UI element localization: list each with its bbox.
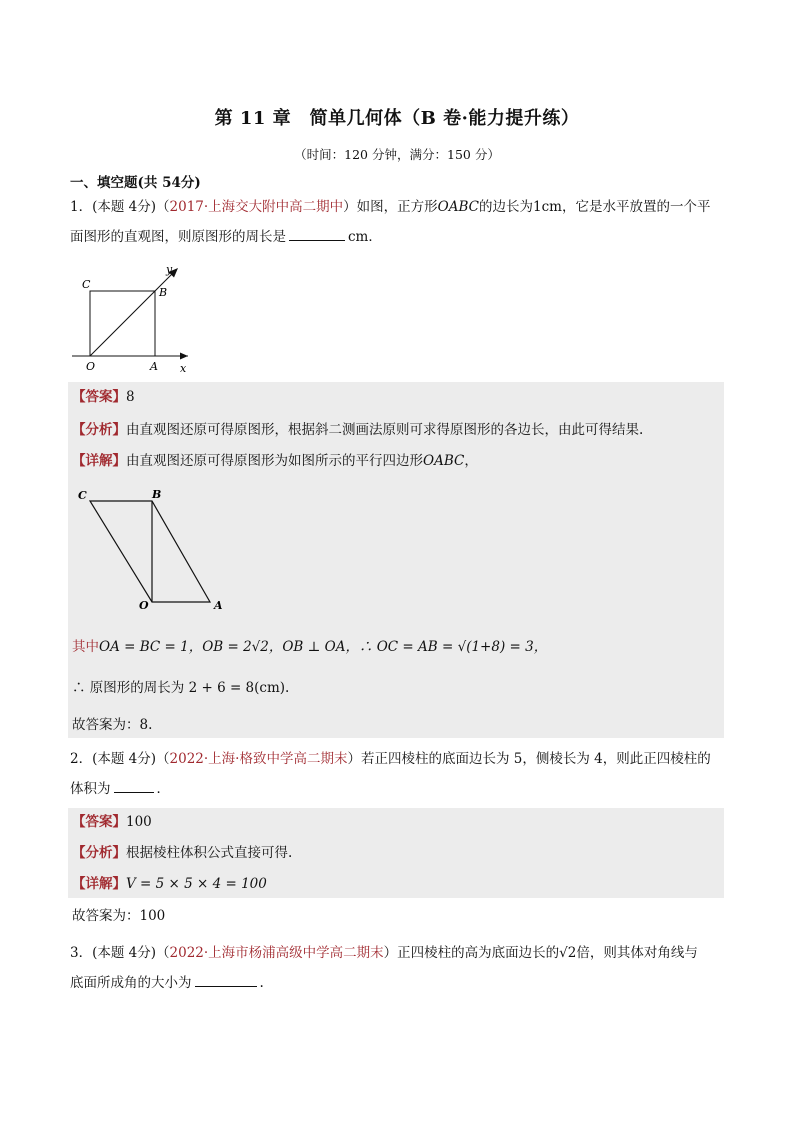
q1-detail-text: 由直观图还原可得原图形为如图所示的平行四边形 bbox=[126, 453, 423, 469]
label-c: C bbox=[78, 489, 87, 502]
question-1-text-2: 的边长为 bbox=[479, 199, 533, 215]
q2-final-text: 故答案为：100 bbox=[72, 908, 166, 924]
label-b: B bbox=[152, 488, 162, 501]
q2-final-row bbox=[72, 905, 722, 927]
question-1-length: 1cm bbox=[533, 199, 562, 215]
question-2-source: 2022·上海·格致中学高二期末 bbox=[169, 751, 348, 767]
q1-calc-row-2 bbox=[72, 677, 722, 699]
q1-answer-row bbox=[72, 386, 722, 408]
question-2-line-2 bbox=[70, 773, 724, 805]
question-2-prefix: 2．(本题 4分)（ bbox=[70, 751, 170, 767]
question-1-line-1 bbox=[70, 191, 724, 223]
q1-answer-value: 8 bbox=[126, 389, 135, 405]
question-2-line-1 bbox=[70, 743, 724, 775]
answer-tag: 【答案】 bbox=[72, 389, 126, 405]
q1-final-text: 故答案为：8. bbox=[72, 717, 153, 733]
figure-2-parallelogram bbox=[74, 485, 234, 615]
question-1-line-2-text: 面图形的直观图，则原图形的周长是 bbox=[70, 229, 286, 245]
q2-analysis-text: 根据棱柱体积公式直接可得. bbox=[126, 845, 293, 861]
y-axis bbox=[90, 270, 176, 356]
figure-1-intuitive-diagram bbox=[66, 262, 206, 374]
answer-blank bbox=[289, 228, 345, 241]
question-2 bbox=[70, 743, 724, 805]
answer-blank bbox=[195, 974, 257, 987]
x-axis-arrow-icon bbox=[180, 353, 188, 360]
question-1-prefix: 1．(本题 4分)（ bbox=[70, 199, 170, 215]
q1-analysis-row bbox=[72, 419, 722, 441]
page-title: 第 11 章 简单几何体（B 卷·能力提升练） bbox=[214, 108, 580, 129]
question-3-line-2 bbox=[70, 967, 724, 999]
question-2-line-2-end: ． bbox=[156, 781, 170, 797]
question-3-prefix: 3．(本题 4分)（ bbox=[70, 945, 170, 961]
question-3-line-1 bbox=[70, 937, 724, 969]
q2-answer-value: 100 bbox=[126, 814, 152, 830]
parallelogram-oabc bbox=[90, 501, 210, 602]
question-1-source: 2017·上海交大附中高二期中 bbox=[169, 199, 344, 215]
label-a: A bbox=[214, 599, 223, 612]
answer-blank bbox=[114, 780, 154, 793]
section-heading: 一、填空题(共 54分) bbox=[70, 175, 201, 191]
question-1-line-2 bbox=[70, 221, 724, 253]
q2-answer-row bbox=[72, 811, 722, 833]
analysis-tag: 【分析】 bbox=[72, 422, 126, 438]
question-1 bbox=[70, 191, 724, 253]
q1-final-row bbox=[72, 714, 722, 736]
question-2-text: ）若正四棱柱的底面边长为 5，侧棱长为 4，则此正四棱柱的 bbox=[347, 751, 711, 767]
label-c: C bbox=[82, 278, 91, 291]
q1-analysis-text: 由直观图还原可得原图形，根据斜二测画法原则可求得原图形的各边长，由此可得结果. bbox=[126, 422, 644, 438]
question-3-text: ）正四棱柱的高为底面边长的√2倍，则其体对角线与 bbox=[383, 945, 698, 961]
q1-detail-row bbox=[72, 450, 722, 472]
label-a: A bbox=[150, 360, 158, 373]
label-o: O bbox=[86, 360, 96, 373]
q1-calc-row-1 bbox=[72, 636, 722, 658]
q2-analysis-row bbox=[72, 842, 722, 864]
q2-detail-row bbox=[72, 873, 722, 895]
label-x: x bbox=[180, 362, 187, 374]
question-1-text-3: ，它是水平放置的一个平 bbox=[561, 199, 711, 215]
answer-tag: 【答案】 bbox=[72, 814, 126, 830]
q1-detail-oabc: OABC bbox=[423, 453, 465, 469]
q2-detail-equation: V = 5 × 5 × 4 = 100 bbox=[126, 876, 267, 892]
question-3 bbox=[70, 937, 724, 999]
question-1-oabc: OABC bbox=[437, 199, 479, 215]
page-subtitle: （时间：120 分钟，满分：150 分） bbox=[294, 147, 500, 162]
question-1-unit: cm． bbox=[348, 229, 382, 245]
label-b: B bbox=[159, 286, 168, 299]
label-y: y bbox=[166, 263, 173, 276]
q1-detail-end: ， bbox=[464, 453, 478, 469]
q1-calc-prefix: 其中 bbox=[72, 639, 99, 655]
question-3-line-2-end: . bbox=[259, 975, 264, 991]
detail-tag: 【详解】 bbox=[72, 453, 126, 469]
question-3-source: 2022·上海市杨浦高级中学高二期末 bbox=[169, 945, 384, 961]
detail-tag: 【详解】 bbox=[72, 876, 126, 892]
analysis-tag: 【分析】 bbox=[72, 845, 126, 861]
question-3-line-2-text: 底面所成角的大小为 bbox=[70, 975, 192, 991]
label-o: O bbox=[139, 599, 149, 612]
question-1-text: ）如图，正方形 bbox=[343, 199, 438, 215]
q1-calc-equation: OA = BC = 1，OB = 2√2，OB ⊥ OA，∴ OC = AB = √(1+8) = 3， bbox=[99, 639, 548, 655]
question-2-line-2-text: 体积为 bbox=[70, 781, 111, 797]
q1-perimeter-text: ∴ 原图形的周长为 2 + 6 = 8(cm). bbox=[72, 680, 290, 696]
